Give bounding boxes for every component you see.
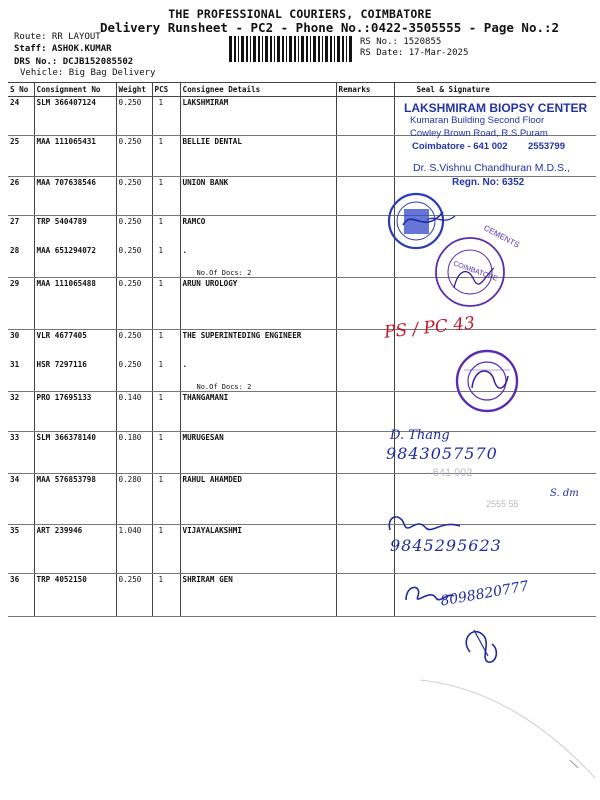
row-weight-text: 0.250 [118,137,142,146]
handwritten-phone-row32: 9843057570 [386,444,498,463]
row-weight [116,329,152,359]
handwritten-signature-row29: PS / PC 43 [383,313,476,343]
row-consignee [180,392,336,432]
row-sno-text: 28 [10,245,20,255]
doctor-stamp-reg: Regn. No: 6352 [452,177,525,188]
row-remarks [336,525,394,574]
row-weight [116,525,152,574]
row-consignee-text: VIJAYALAKSHMI [182,526,242,535]
row-consignee [180,474,336,525]
row-consignee [180,177,336,216]
barcode-bar [310,36,311,62]
row-sno [8,329,34,359]
row-sno [8,97,34,136]
row-pcs [152,177,180,216]
col-pcs: PCS [152,83,180,97]
row-sno [8,392,34,432]
handwritten-phone-row35: 8098820777 [439,578,530,610]
lakshmiram-stamp-address-3: Coimbatore - 641 002 [412,141,508,152]
drs-number: DRS No.: DCJB152085502 [14,57,134,67]
row-sno [8,136,34,177]
handwritten-signature-row36 [458,622,504,668]
rs-number: RS No.: 1520855 [360,37,442,47]
row-pcs-text: 1 [158,475,164,484]
row-remarks [336,474,394,525]
row-sno [8,432,34,474]
lakshmiram-stamp-address-2: Cowley Brown Road, R.S.Puram [410,128,548,139]
row-remarks [336,136,394,177]
row-sno-text: 25 [10,137,20,146]
row-consignment-no [34,574,116,617]
row-pcs-text: 1 [158,178,164,187]
col-seal-signature: Seal & Signature [394,83,596,97]
row-consignment-no [34,432,116,474]
row-pcs [152,329,180,359]
row-weight-text: 0.250 [118,360,142,369]
table-row [8,525,596,574]
row-remarks [336,392,394,432]
row-pcs-text: 1 [158,245,164,255]
barcode-bar [238,36,239,62]
row-weight-text: 0.250 [118,245,142,255]
row-consignment-no [34,177,116,216]
row-pcs [152,359,180,392]
row-pcs [152,245,180,278]
row-docs-count: No.Of Docs: 2 [196,268,252,277]
row-weight-text: 0.250 [118,178,142,187]
row-remarks [336,359,394,392]
row-sno-text: 31 [10,360,20,369]
row-consignment-no-text: TRP 4052150 [36,575,87,584]
row-consignee [180,525,336,574]
row-consignee-text: SHRIRAM GEN [182,575,233,584]
row-pcs [152,574,180,617]
row-weight [116,277,152,329]
barcode [228,36,354,62]
row-pcs [152,277,180,329]
row-weight [116,245,152,278]
barcode-bar [289,36,292,62]
ramco-stamp-city: COIMBATORE [452,260,499,283]
row-weight-text: 0.180 [118,433,142,442]
barcode-bar [253,36,256,62]
barcode-bar [322,36,323,62]
row-pcs-text: 1 [158,137,164,146]
row-consignee-text: UNION BANK [182,178,229,187]
barcode-bar [241,36,244,62]
runsheet-subtitle: Delivery Runsheet - PC2 - Phone No.:0422-3505555 - Page No.:2 [100,20,560,35]
row-weight [116,136,152,177]
col-weight: Weight [116,83,152,97]
row-sno-text: 32 [10,393,20,402]
row-consignment-no-text: MAA 111065431 [36,137,96,146]
barcode-bar [342,36,344,62]
barcode-bar [294,36,296,62]
row-weight [116,216,152,245]
barcode-bar [286,36,287,62]
row-weight [116,574,152,617]
table-row [8,392,596,432]
handwritten-phone-row34: 9845295623 [390,536,502,555]
row-consignee [180,574,336,617]
row-pcs-text: 1 [158,393,164,402]
row-consignment-no-text: MAA 707638546 [36,178,96,187]
barcode-bar [282,36,284,62]
faint-stamp-phone-row33: 2555 55 [486,499,519,509]
row-weight-text: 0.250 [118,330,142,340]
page-curl-mark [420,668,600,788]
row-consignee-text: THE SUPERINTEDING ENGINEER [182,330,302,340]
barcode-bar [258,36,260,62]
row-consignee-text: MURUGESAN [182,433,224,442]
row-consignment-no [34,525,116,574]
row-pcs-text: 1 [158,433,164,442]
ramco-stamp-ring-text: CEMENTS [482,223,521,250]
row-weight-text: 0.250 [118,278,142,288]
table-row [8,245,596,278]
col-consignee: Consignee Details [180,83,336,97]
row-pcs [152,392,180,432]
row-pcs-text: 1 [158,278,164,288]
row-pcs [152,474,180,525]
barcode-bar [262,36,263,62]
rs-date: RS Date: 17-Mar-2025 [360,48,469,58]
row-remarks [336,277,394,329]
row-consignment-no-text: HSR 7297116 [36,360,87,369]
row-weight [116,359,152,392]
row-remarks [336,97,394,136]
row-consignment-no [34,97,116,136]
barcode-bar [334,36,335,62]
vehicle-label: Vehicle: Big Bag Delivery [20,68,156,78]
barcode-bar [274,36,275,62]
row-consignee [180,277,336,329]
row-consignee [180,136,336,177]
row-consignment-no [34,474,116,525]
row-consignee-text: LAKSHMIRAM [182,98,229,107]
row-pcs [152,136,180,177]
row-sno-text: 34 [10,475,20,484]
row-consignee-text: RAHUL AHAMDED [182,475,242,484]
row-pcs [152,432,180,474]
row-sno [8,245,34,278]
row-consignment-no [34,329,116,359]
row-consignment-no-text: ART 239946 [36,526,83,535]
col-consignment: Consignment No [34,83,116,97]
handwritten-name-row32: D. Thang [390,428,450,443]
row-pcs-text: 1 [158,330,164,340]
row-weight-text: 0.250 [118,575,142,584]
row-weight [116,432,152,474]
row-sno-text: 35 [10,526,20,535]
row-remarks [336,216,394,245]
row-seal-signature [394,245,596,278]
barcode-bar [265,36,268,62]
row-consignment-no-text: MAA 651294072 [36,245,96,255]
table-header-row [8,83,596,97]
row-sno [8,177,34,216]
row-seal-signature [394,392,596,432]
row-consignee [180,432,336,474]
barcode-bar [313,36,316,62]
row-consignment-no [34,216,116,245]
col-sno: S No [8,83,34,97]
barcode-bar [277,36,280,62]
route-label: Route: RR LAYOUT [14,32,101,42]
row-consignment-no-text: MAA 111065488 [36,278,96,288]
lakshmiram-stamp-address-1: Kumaran Building Second Floor [410,115,545,126]
col-remarks: Remarks [336,83,394,97]
row-consignee [180,216,336,245]
row-weight [116,392,152,432]
row-pcs-text: 1 [158,98,164,107]
row-consignee-text: . [182,245,188,255]
row-sno-text: 29 [10,278,20,288]
row-sno [8,574,34,617]
barcode-bar [325,36,328,62]
barcode-bar [229,36,232,62]
table-row [8,432,596,474]
row-consignment-no-text: VLR 4677405 [36,330,87,340]
row-pcs-text: 1 [158,526,164,535]
barcode-bar [330,36,332,62]
lakshmiram-stamp-phone: 2553799 [528,141,565,152]
row-sno [8,359,34,392]
row-consignment-no-text: PRO 17695133 [36,393,92,402]
row-sno-text: 24 [10,98,20,107]
staff-label: Staff: ASHOK.KUMAR [14,44,112,54]
row-sno-text: 26 [10,178,20,187]
row-seal-signature [394,359,596,392]
faint-stamp-row33: - 641 002 [426,467,473,479]
barcode-bar [337,36,340,62]
barcode-bar [246,36,248,62]
row-consignment-no-text: MAA 576853798 [36,475,96,484]
lakshmiram-stamp-name: LAKSHMIRAM BIOPSY CENTER [404,101,588,115]
doctor-stamp-name: Dr. S.Vishnu Chandhuran M.D.S., [413,162,570,174]
barcode-bar [250,36,251,62]
row-consignment-no-text: SLM 366378140 [36,433,96,442]
row-consignment-no [34,277,116,329]
row-consignee-text: RAMCO [182,217,206,226]
row-sno [8,277,34,329]
row-consignment-no-text: TRP 5404789 [36,217,87,226]
handwritten-signature-row33: S. dm [550,488,579,499]
row-remarks [336,245,394,278]
row-weight [116,474,152,525]
barcode-bar [301,36,304,62]
barcode-bar [270,36,272,62]
row-pcs [152,216,180,245]
row-consignee [180,329,336,359]
row-consignee-text: ARUN UROLOGY [182,278,238,288]
row-docs-count: No.Of Docs: 2 [196,383,252,391]
row-pcs-text: 1 [158,575,164,584]
row-consignee [180,359,336,392]
barcode-bar [349,36,352,62]
row-consignment-no [34,245,116,278]
row-consignment-no [34,136,116,177]
row-weight [116,177,152,216]
row-pcs [152,525,180,574]
row-sno-text: 36 [10,575,20,584]
barcode-bar [298,36,299,62]
row-weight-text: 0.250 [118,98,142,107]
row-sno-text: 27 [10,217,20,226]
row-pcs-text: 1 [158,360,164,369]
row-consignee [180,245,336,278]
table-row [8,277,596,329]
row-remarks [336,574,394,617]
table-row [8,359,596,392]
row-consignee-text: BELLIE DENTAL [182,137,242,146]
barcode-bar [318,36,320,62]
row-weight-text: 0.250 [118,217,142,226]
row-pcs-text: 1 [158,217,164,226]
row-consignee-text: THANGAMANI [182,393,229,402]
row-weight-text: 0.280 [118,475,142,484]
row-sno [8,474,34,525]
barcode-bar [234,36,236,62]
barcode-bar [346,36,347,62]
row-sno [8,525,34,574]
table-body [8,97,596,617]
row-consignment-no [34,392,116,432]
row-consignee-text: . [182,360,188,369]
row-sno-text: 30 [10,330,20,340]
row-weight-text: 1.040 [118,526,142,535]
table-row [8,329,596,359]
barcode-bar [306,36,308,62]
company-title: THE PROFESSIONAL COURIERS, COIMBATORE [168,7,432,21]
row-remarks [336,177,394,216]
row-consignment-no [34,359,116,392]
row-weight-text: 0.140 [118,393,142,402]
row-consignee [180,97,336,136]
row-sno-text: 33 [10,433,20,442]
row-weight [116,97,152,136]
row-consignment-no-text: SLM 366407124 [36,98,96,107]
row-sno [8,216,34,245]
row-pcs [152,97,180,136]
